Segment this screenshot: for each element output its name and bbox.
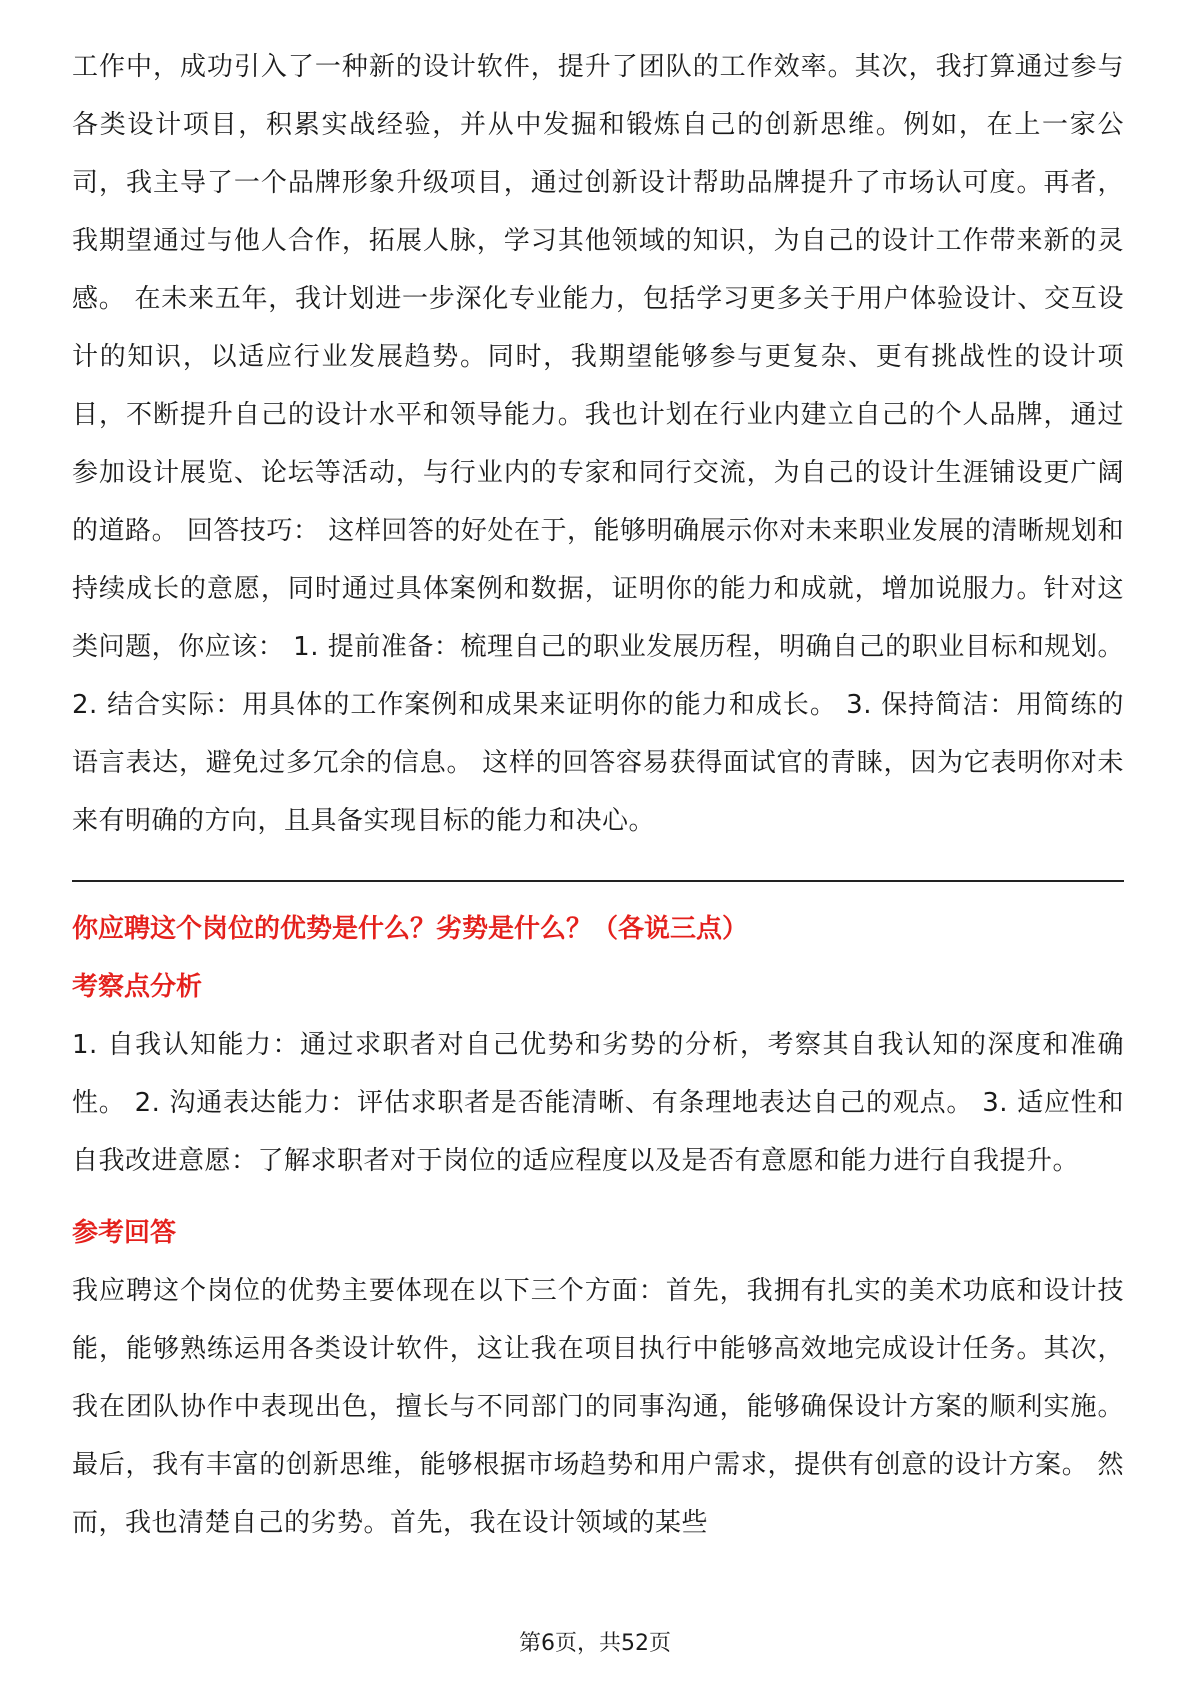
analysis-heading: 考察点分析 [72,972,203,1002]
body-paragraph-continued: 工作中，成功引入了一种新的设计软件，提升了团队的工作效率。其次，我打算通过参与各类设计项目，积累实战经验，并从中发掘和锻炼自己的创新思维。例如，在上一家公司，我主导了一个品牌形象升级项目，通过创新设计帮助品牌提升了市场认可度。再者，我期望通过与他人合作，拓展人脉，学习其他领域的知识，为自己的设计工作带来新的灵感。 在未来五年，我计划进一步深化专业能力，包括学习更多关于用户体验设计、交互设计的知识，以适应行业发展趋势。同时，我期望能够参与更复杂、更有挑战性的设计项目，不断提升自己的设计水平和领导能力。我也计划在行业内建立自己的个人品牌，通过参加设计展览、论坛等活动，与行业内的专家和同行交流，为自己的设计生涯铺设更广阔的道路。 回答技巧： 这样回答的好处在于，能够明确展示你对未来职业发展的清晰规划和持续成长的意愿，同时通过具体案例和数据，证明你的能力和成就，增加说服力。针对这类问题，你应该： 1. 提前准备：梳理自己的职业发展历程，明确自己的职业目标和规划。 2. 结合实际：用具体的工作案例和成果来证明你的能力和成长。 3. 保持简洁：用简练的语言表达，避免过多冗余的信息。 这样的回答容易获得面试官的青睐，因为它表明你对未来有明确的方向，且具备实现目标的能力和决心。 [72,52,1124,836]
answer-paragraph: 我应聘这个岗位的优势主要体现在以下三个方面：首先，我拥有扎实的美术功底和设计技能，能够熟练运用各类设计软件，这让我在项目执行中能够高效地完成设计任务。其次，我在团队协作中表现出色，擅长与不同部门的同事沟通，能够确保设计方案的顺利实施。最后，我有丰富的创新思维，能够根据市场趋势和用户需求，提供有创意的设计方案。 然而，我也清楚自己的劣势。首先，我在设计领域的某些 [72,1276,1124,1538]
answer-heading: 参考回答 [72,1218,177,1248]
page-footer: 第6页，共52页 [519,1631,671,1656]
spacer [72,1190,1124,1204]
section-divider [72,880,1124,882]
interview-question: 你应聘这个岗位的优势是什么？劣势是什么？（各说三点） [72,914,749,944]
analysis-paragraph: 1. 自我认知能力：通过求职者对自己优势和劣势的分析，考察其自我认知的深度和准确性。 2. 沟通表达能力：评估求职者是否能清晰、有条理地表达自己的观点。 3. 适应性和自我改进意愿：了解求职者对于岗位的适应程度以及是否有意愿和能力进行自我提升。 [72,1030,1124,1176]
document-page [72,38,1124,1552]
